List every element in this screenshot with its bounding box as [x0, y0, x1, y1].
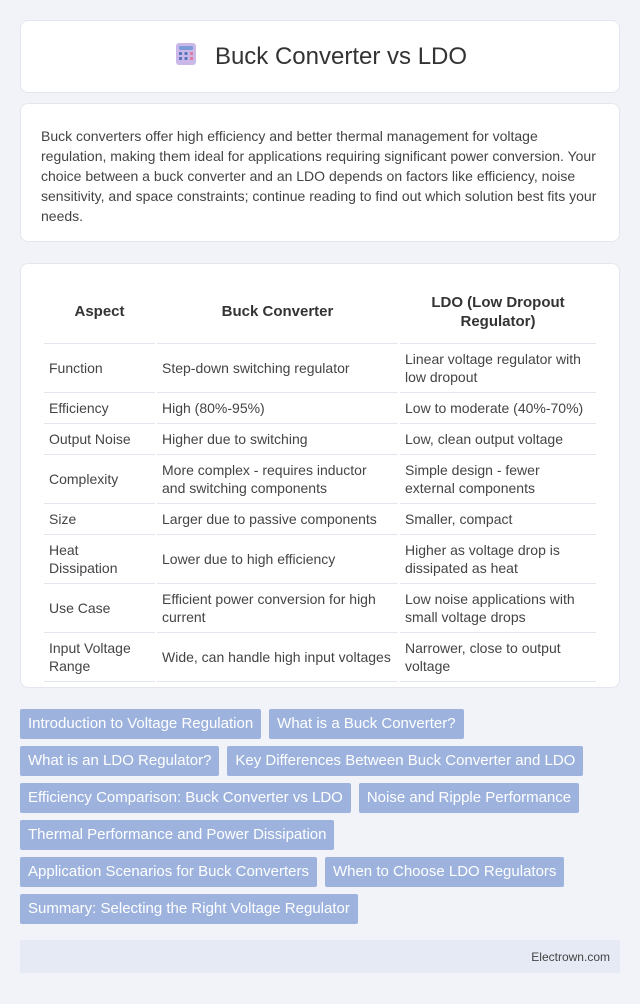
- table-cell: Low to moderate (40%-70%): [400, 393, 596, 424]
- footer: [20, 940, 620, 973]
- topic-link-buck-applications[interactable]: Application Scenarios for Buck Converters: [20, 857, 317, 887]
- table-cell: High (80%-95%): [157, 393, 398, 424]
- table-row: [44, 535, 596, 584]
- topic-link-key-differences[interactable]: Key Differences Between Buck Converter and LDO: [227, 746, 583, 776]
- table-cell: Larger due to passive components: [157, 504, 398, 535]
- table-cell: Complexity: [44, 455, 155, 504]
- topic-link-buck-converter[interactable]: What is a Buck Converter?: [269, 709, 463, 739]
- table-cell: More complex - requires inductor and switching components: [157, 455, 398, 504]
- table-row: [44, 393, 596, 424]
- table-cell: Low noise applications with small voltage drops: [400, 584, 596, 633]
- table-cell: Linear voltage regulator with low dropout: [400, 344, 596, 393]
- table-cell: Lower due to high efficiency: [157, 535, 398, 584]
- table-row: [44, 455, 596, 504]
- intro-paragraph: Buck converters offer high efficiency and better thermal management for voltage regulation, making them ideal for applications requiring significant power conversion. Your choice between a buck converter and an LDO depends on factors like efficiency, noise sensitivity, and space constraints; continue reading to find out which solution best fits your needs.: [20, 103, 620, 242]
- table-cell: Higher due to switching: [157, 424, 398, 455]
- table-row: [44, 344, 596, 393]
- table-row: [44, 584, 596, 633]
- comparison-table: [42, 280, 598, 682]
- table-row: [44, 633, 596, 682]
- table-cell: Input Voltage Range: [44, 633, 155, 682]
- table-cell: Efficient power conversion for high current: [157, 584, 398, 633]
- table-cell: Output Noise: [44, 424, 155, 455]
- topic-links: [20, 709, 620, 924]
- table-cell: Low, clean output voltage: [400, 424, 596, 455]
- page-title: Buck Converter vs LDO: [214, 42, 468, 70]
- table-cell: Efficiency: [44, 393, 155, 424]
- column-header: Aspect: [44, 280, 155, 344]
- footer-brand: Electrown.com: [531, 949, 610, 964]
- column-header: Buck Converter: [157, 280, 398, 344]
- topic-link-noise-ripple[interactable]: Noise and Ripple Performance: [359, 783, 579, 813]
- table-cell: Higher as voltage drop is dissipated as heat: [400, 535, 596, 584]
- table-cell: Heat Dissipation: [44, 535, 155, 584]
- topic-link-summary[interactable]: Summary: Selecting the Right Voltage Regulator: [20, 894, 358, 924]
- topic-link-introduction[interactable]: Introduction to Voltage Regulation: [20, 709, 261, 739]
- table-cell: Smaller, compact: [400, 504, 596, 535]
- table-cell: Step-down switching regulator: [157, 344, 398, 393]
- table-cell: Wide, can handle high input voltages: [157, 633, 398, 682]
- comparison-table-card: [20, 263, 620, 688]
- column-header: LDO (Low Dropout Regulator): [400, 280, 596, 344]
- table-cell: Narrower, close to output voltage: [400, 633, 596, 682]
- topic-link-choose-ldo[interactable]: When to Choose LDO Regulators: [325, 857, 564, 887]
- page-header: [20, 20, 620, 93]
- table-cell: Simple design - fewer external components: [400, 455, 596, 504]
- topic-link-ldo-regulator[interactable]: What is an LDO Regulator?: [20, 746, 219, 776]
- table-cell: Function: [44, 344, 155, 393]
- topic-link-efficiency[interactable]: Efficiency Comparison: Buck Converter vs LDO: [20, 783, 351, 813]
- table-row: [44, 424, 596, 455]
- topic-link-thermal[interactable]: Thermal Performance and Power Dissipation: [20, 820, 334, 850]
- table-row: [44, 504, 596, 535]
- table-cell: Size: [44, 504, 155, 535]
- calculator-icon: [173, 41, 199, 72]
- table-cell: Use Case: [44, 584, 155, 633]
